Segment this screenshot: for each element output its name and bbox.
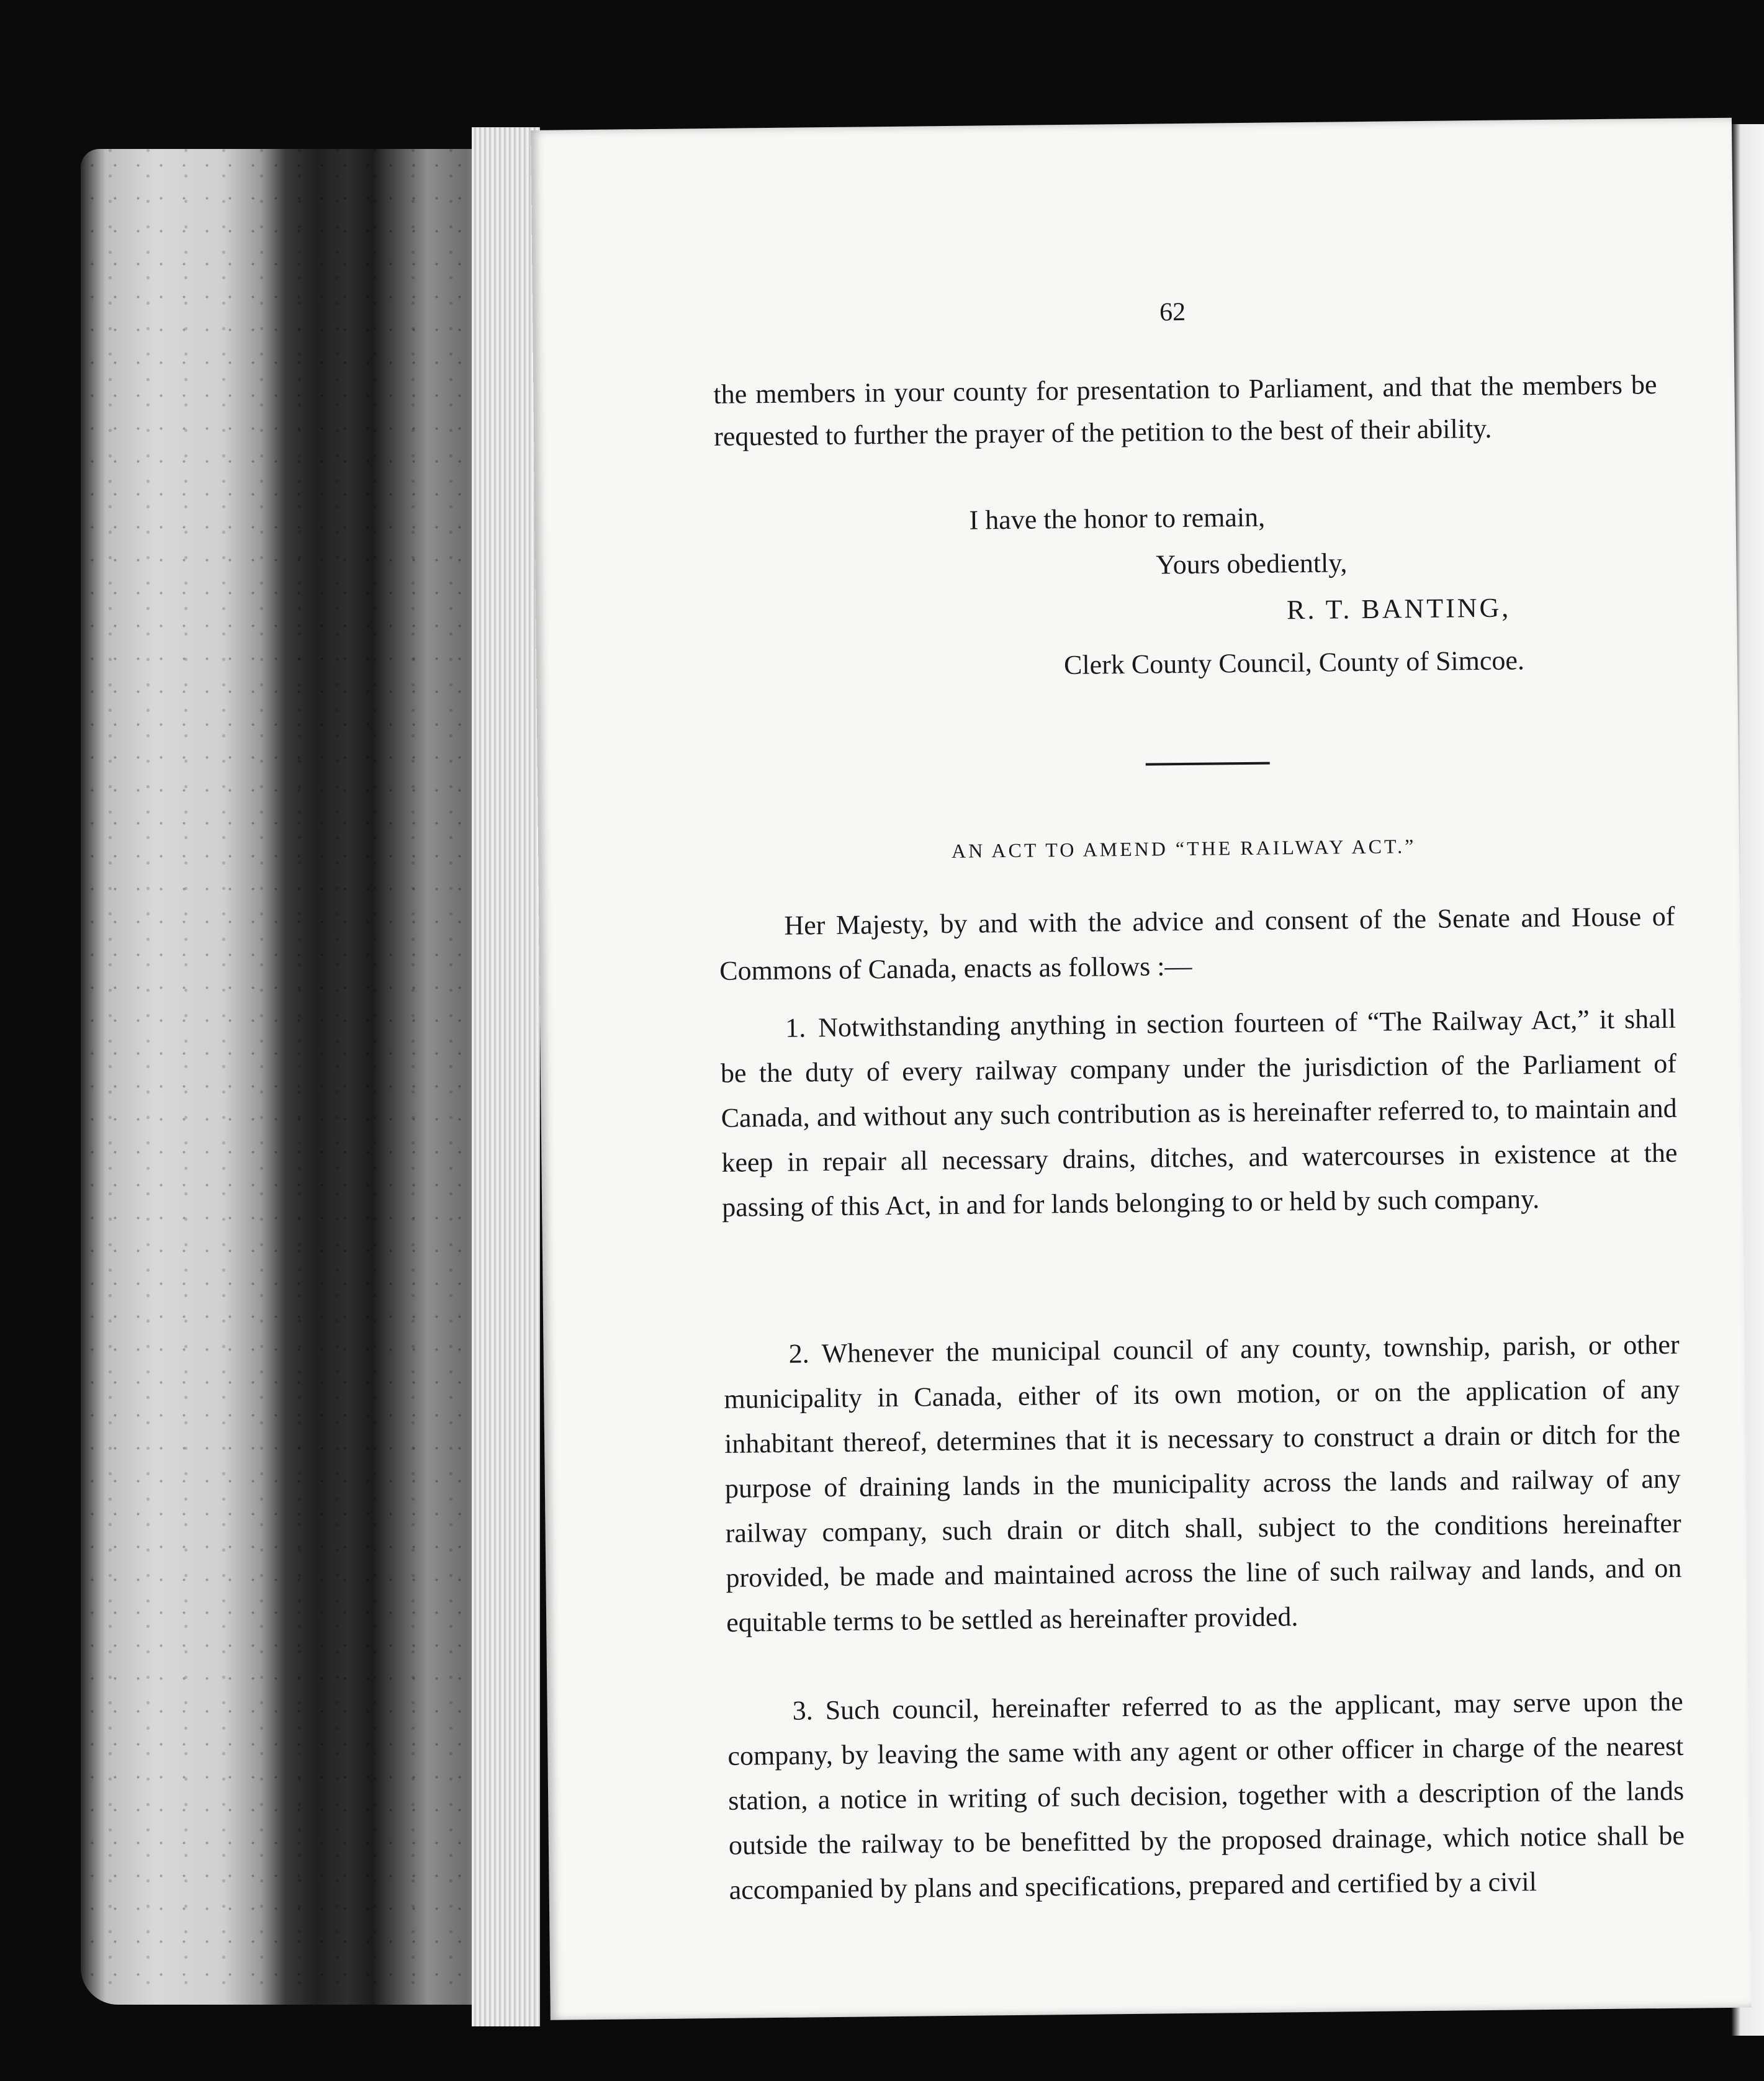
act-preamble: Her Majesty, by and with the advice and consent of the Senate and House of Commons of Canada, enacts as follows :—: [719, 901, 1675, 986]
section-text: Such council, hereinafter referred to as the applicant, may serve upon the company, by leaving the same with any agent or other officer in charge of the nearest station, a notice in writing of such decision, together with a description of the lands outside the railway to be benefitted by the proposed drainage, which notice shall be accompanied by plans and specifications, prepared and certified by a civil: [727, 1686, 1685, 1905]
page-fore-edge: [472, 127, 540, 2026]
letter-salutation: Yours obediently,: [1156, 547, 1348, 580]
page-number: 62: [1159, 297, 1186, 327]
section-text: Notwithstanding anything in section fourteen of “The Railway Act,” it shall be the duty of every railway company under the jurisdiction of the Parliament of Canada, and without any such contribution as is hereinafter referred to, to maintain and keep in repair all necessary drains, ditches, and watercourses in existence at the passing of this Act, in and for lands belonging to or held by such company.: [720, 1003, 1678, 1223]
left-page-block: [81, 149, 515, 2005]
printed-page: [531, 118, 1752, 2020]
section-number: 3.: [792, 1695, 813, 1726]
section-number: 2.: [788, 1338, 809, 1369]
act-heading: AN ACT TO AMEND “THE RAILWAY ACT.”: [951, 835, 1416, 862]
signature-name: R. T. BANTING,: [1286, 592, 1511, 626]
section-text: Whenever the municipal council of any county, township, parish, or other municipality in Canada, either of its own motion, or on the application of any inhabitant thereof, determines that it is necessary to construct a drain or ditch for the purpose of draining lands in the municipality across the lands and railway of any railway company, such drain or ditch shall, subject to the conditions hereinafter provided, be made and maintained across the line of such railway and lands, and on equitable terms to be settled as hereinafter provided.: [724, 1329, 1682, 1638]
section-divider: [1146, 762, 1270, 766]
letter-closing: I have the honor to remain,: [969, 501, 1266, 536]
act-section-3: [727, 1679, 1685, 1913]
letter-body-text: the members in your county for presentation to Parliament, and that the members be requested to further the prayer of the petition to the best of their ability.: [713, 369, 1657, 452]
act-section-1: [720, 997, 1678, 1230]
signature-title: Clerk County Council, County of Simcoe.: [1063, 645, 1525, 681]
section-number: 1.: [785, 1012, 806, 1043]
act-section-2: [723, 1323, 1682, 1645]
